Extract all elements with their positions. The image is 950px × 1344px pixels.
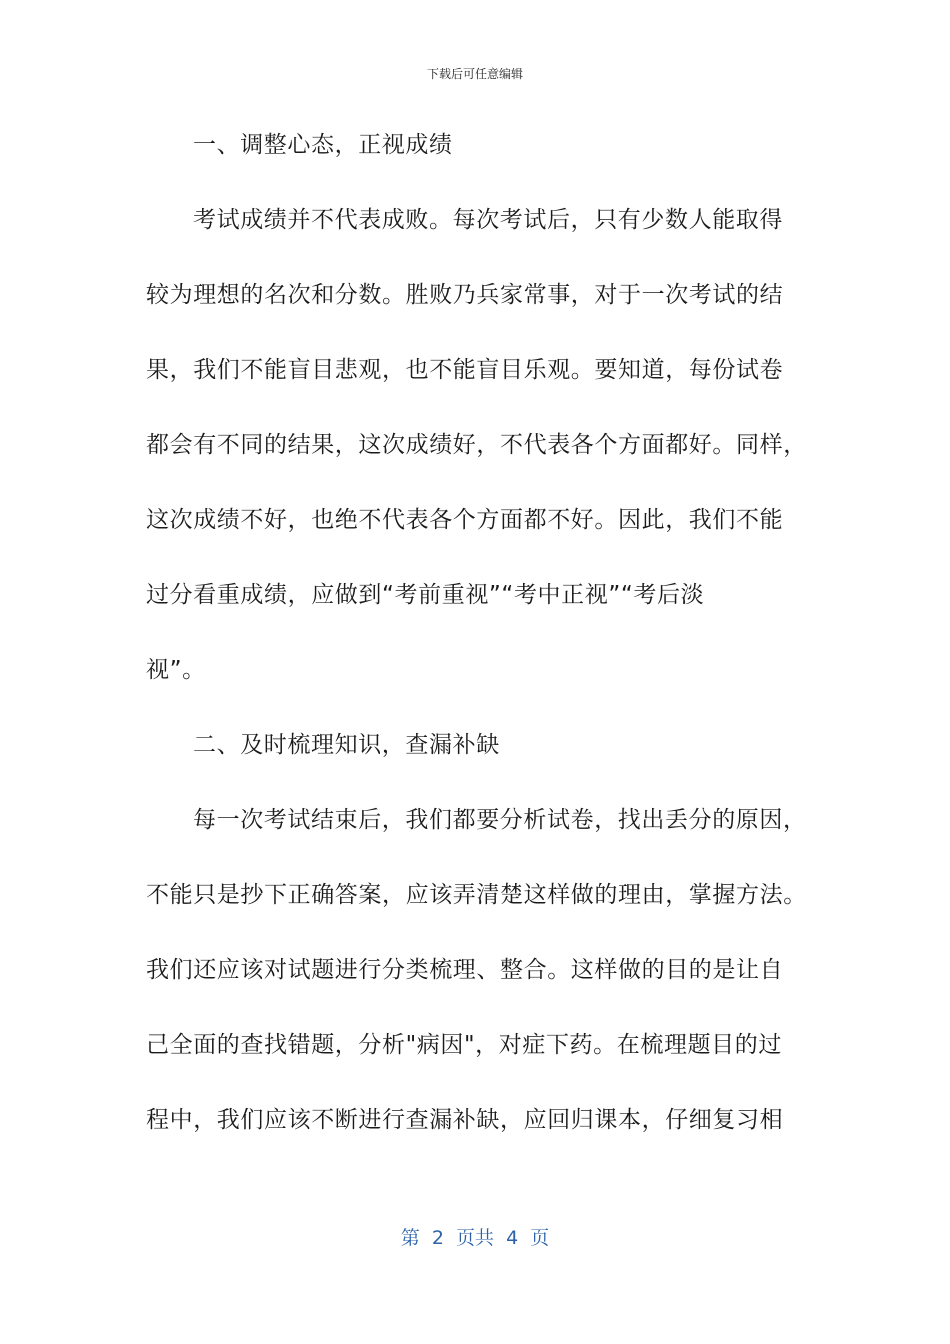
paragraph-line: 过分看重成绩，应做到“考前重视”“考中正视”“考后淡: [146, 582, 705, 608]
document-body: [146, 108, 816, 1158]
paragraph-line: 考试成绩并不代表成败。每次考试后，只有少数人能取得: [193, 207, 783, 233]
paragraph-line: 己全面的查找错题，分析"病因"，对症下药。在梳理题目的过: [146, 1032, 782, 1058]
paragraph-line: 不能只是抄下正确答案，应该弄清楚这样做的理由，掌握方法。: [146, 882, 807, 908]
section-heading-2: 二、及时梳理知识，查漏补缺: [193, 732, 500, 758]
section-heading-1: 一、调整心态，正视成绩: [193, 132, 453, 158]
paragraph-line: 我们还应该对试题进行分类梳理、整合。这样做的目的是让自: [146, 957, 784, 983]
paragraph-line: 这次成绩不好，也绝不代表各个方面都不好。因此，我们不能: [146, 507, 784, 533]
page-number-footer: 第 2 页共 4 页: [400, 1227, 550, 1249]
paragraph-line: 视”。: [146, 657, 206, 683]
paragraph-line: 果，我们不能盲目悲观，也不能盲目乐观。要知道，每份试卷: [146, 357, 784, 383]
paragraph-line: 每一次考试结束后，我们都要分析试卷，找出丢分的原因，: [193, 807, 807, 833]
paragraph-line: 较为理想的名次和分数。胜败乃兵家常事，对于一次考试的结: [146, 282, 784, 308]
paragraph-line: 都会有不同的结果，这次成绩好，不代表各个方面都好。同样，: [146, 432, 807, 458]
page-header: 下载后可任意编辑: [426, 67, 523, 81]
paragraph-line: 程中，我们应该不断进行查漏补缺，应回归课本，仔细复习相: [146, 1107, 784, 1133]
